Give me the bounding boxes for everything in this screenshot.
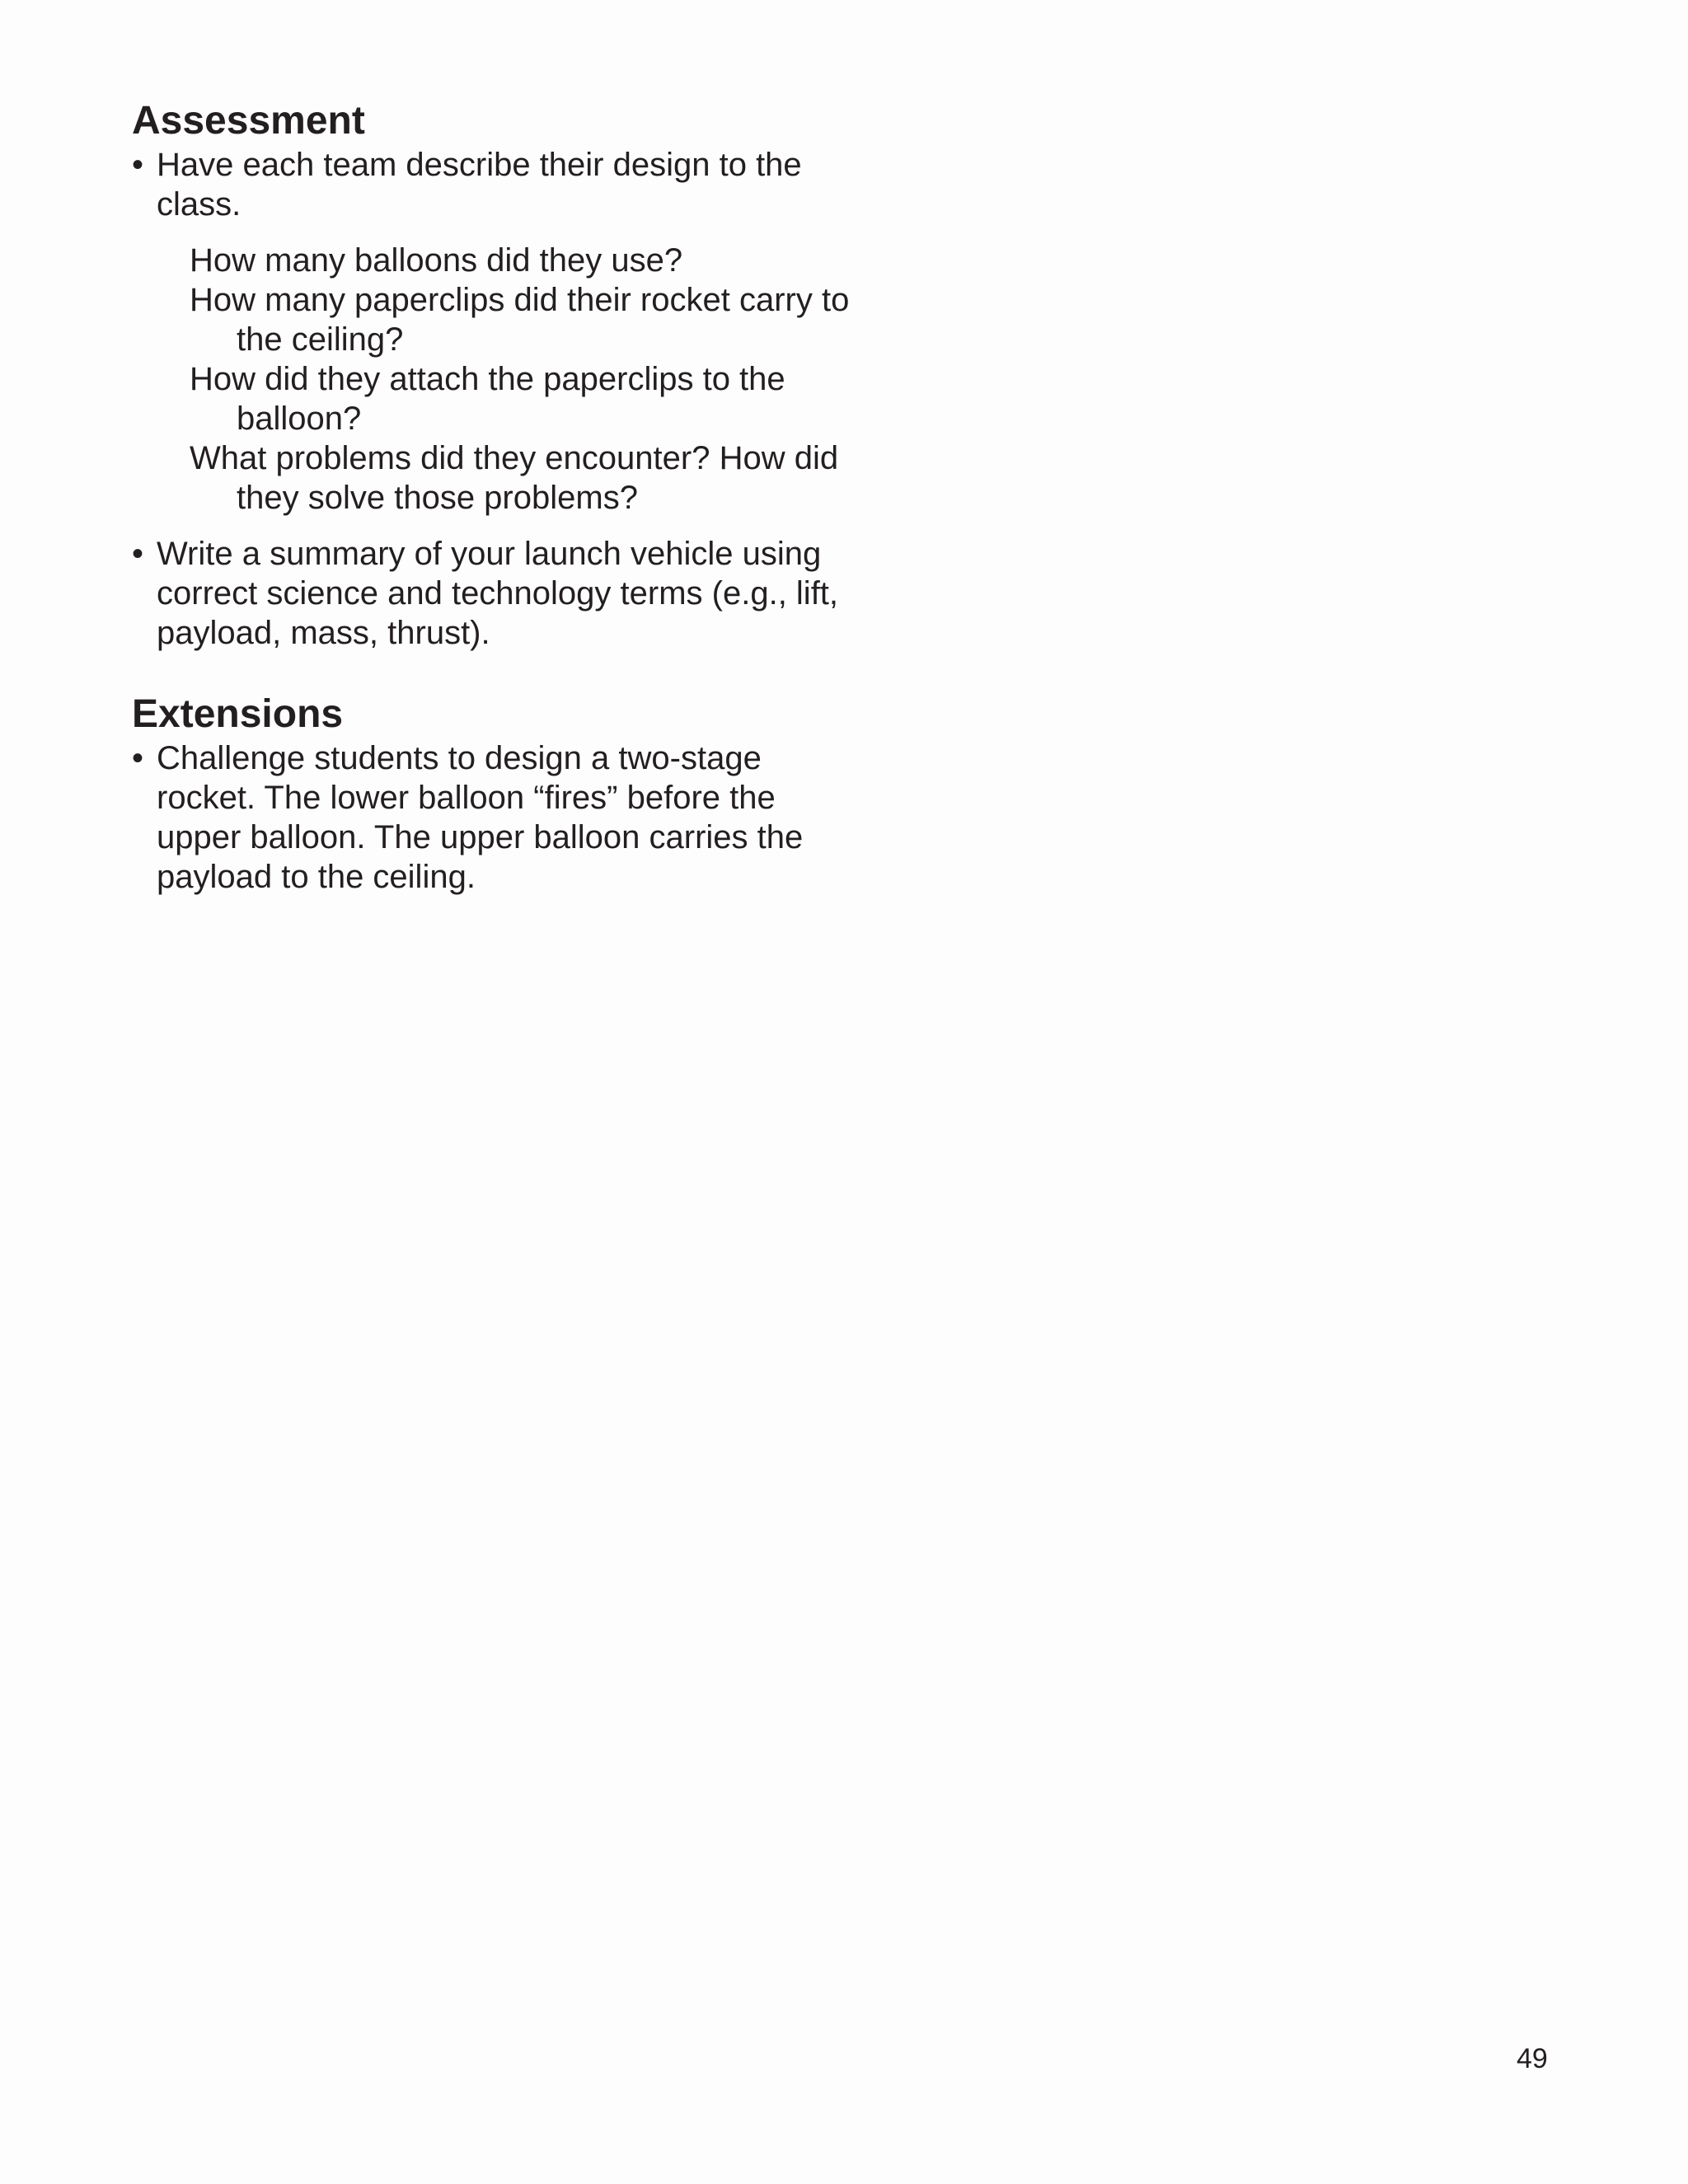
bullet-text: Challenge students to design a two-stage rocket. The lower balloon “fires” before the upper balloon. The upper balloon carries the payload to the ceiling. [157,740,804,895]
question-item: How many paperclips did their rocket carry to the ceiling? [190,282,850,358]
page-number: 49 [1517,2043,1548,2074]
bullet-text: Have each team describe their design to the class. [157,147,802,223]
extensions-bullet-item [132,738,857,897]
bullet-text: Write a summary of your launch vehicle using correct science and technology terms (e.g., lift, payload, mass, thrust). [157,536,839,651]
bullet-icon: • [132,147,144,183]
assessment-bullet-item [132,145,857,224]
question-item: What problems did they encounter? How did they solve those problems? [190,440,839,516]
bullet-icon: • [132,740,144,776]
bullet-icon: • [132,536,144,572]
question-item: How did they attach the paperclips to the balloon? [190,361,785,437]
assessment-bullet-item [132,534,857,653]
extensions-heading: Extensions [132,692,344,736]
assessment-heading: Assessment [132,99,365,143]
question-item: How many balloons did they use? [190,242,683,279]
question-list [190,241,857,518]
page-content [132,97,857,897]
